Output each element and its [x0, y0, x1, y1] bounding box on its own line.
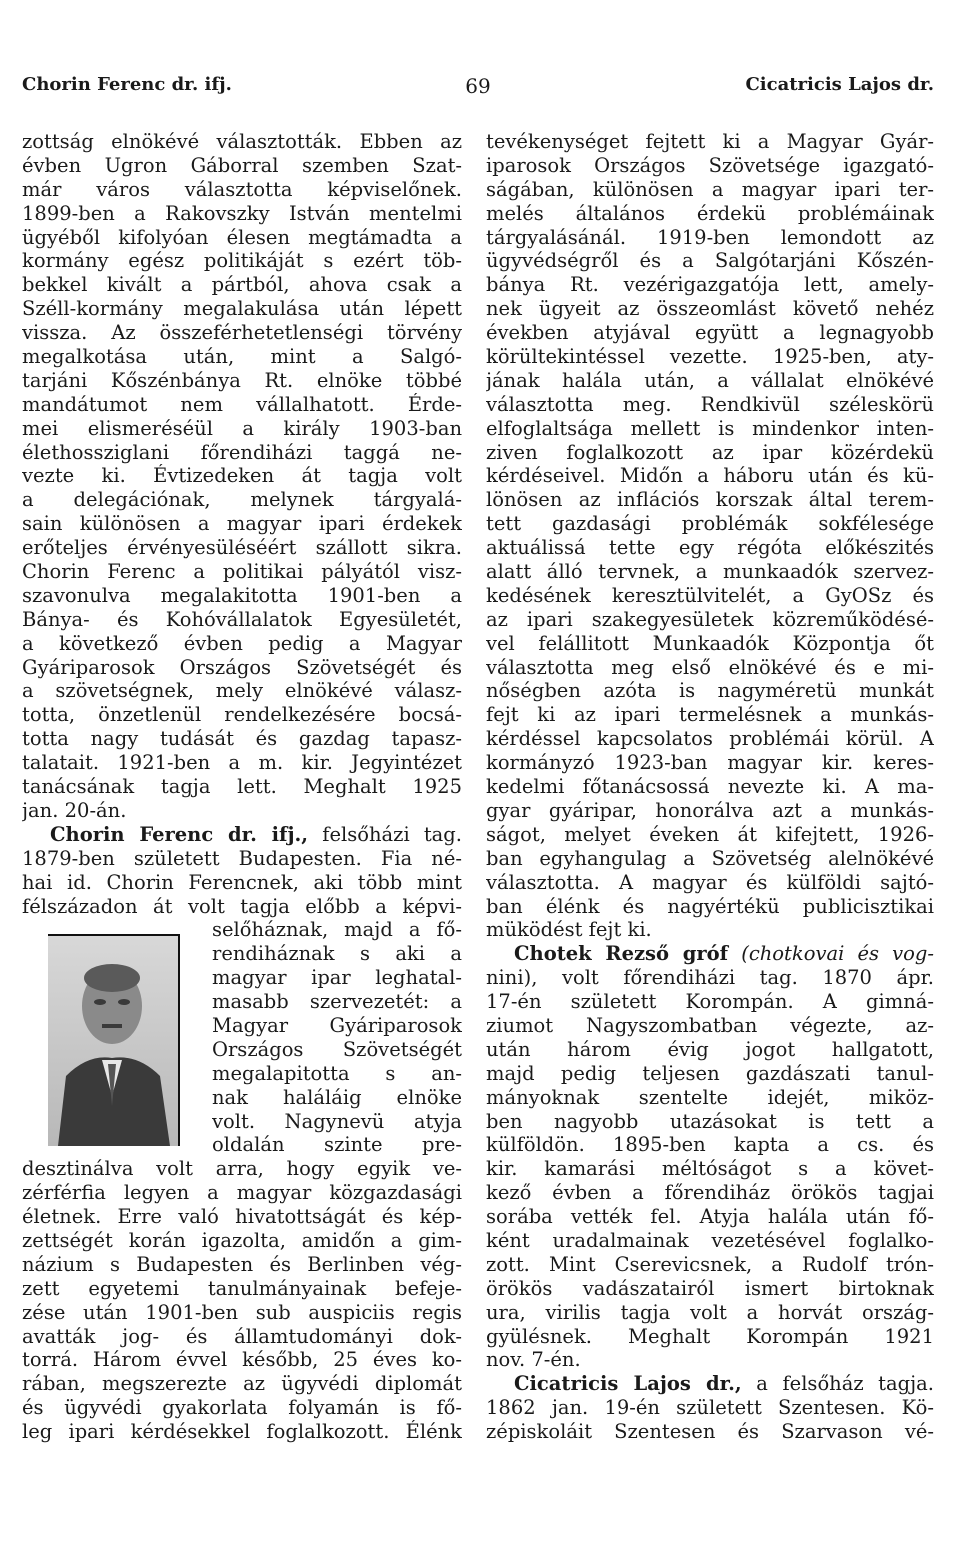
page-header [22, 74, 934, 104]
text-line: gyar gyáripar, honorálva azt a munkás- [486, 798, 934, 822]
text-line: zottság elnökévé választották. Ebben az [22, 130, 462, 153]
text-line: nini), volt főrendiházi tag. 1870 ápr. [486, 966, 934, 990]
text-line: és ügyvédi gyakorlata folyamán is fő- [22, 1396, 462, 1420]
text-line: évben Ugron Gáborral szemben Szat- [22, 153, 462, 177]
text-line: nak haláláig elnöke [212, 1085, 462, 1109]
text-line: Széll-kormány megalakulása után lépett [22, 297, 462, 321]
text-line: a szövetségnek, mely elnökévé válasz- [22, 679, 462, 703]
text-line: kérdéseivel. Midőn a háboru után és kü- [486, 464, 934, 488]
text-line: megalapitotta s an- [212, 1061, 462, 1085]
text-line: zépiskoláit Szentesen és Szarvason vé- [486, 1420, 934, 1444]
text-line: külföldön. 1895-ben kapta a cs. és [486, 1133, 934, 1157]
text-line: vezte ki. Évtizedeken át tagja volt [22, 464, 462, 488]
text-line: választotta meg. Rendkivül széleskörü [486, 392, 934, 416]
text-line: iparosok Országos Szövetsége igazgató- [486, 153, 934, 177]
text-line: után három évig jogot hallgatott, [486, 1037, 934, 1061]
text-line: mei elismeréséül a király 1903-ban [22, 416, 462, 440]
text-line: elfoglaltsága mellett is mindenkor inten- [486, 416, 934, 440]
text-line: sain különösen a magyar ipari érdekek [22, 512, 462, 536]
entry-name: Chotek Rezső gróf [514, 942, 729, 966]
text-line: ziven foglalkozott az ipar közérdekü [486, 440, 934, 464]
text-line: kir. kamarási méltóságot s a követ- [486, 1157, 934, 1181]
text-line: Magyar Gyáriparosok [212, 1013, 462, 1037]
text-line: desztinálva volt arra, hogy egyik ve- [22, 1157, 462, 1181]
text-line: örökös vadászatairól ismert birtoknak [486, 1276, 934, 1300]
text-line: volt. Nagynevü atyja [212, 1109, 462, 1133]
text-line: 1899-ben a Rakovszky István mentelmi [22, 201, 462, 225]
text-line: választotta. A magyar és külföldi sajtó- [486, 870, 934, 894]
text-line: választotta meg első elnökévé és e mi- [486, 655, 934, 679]
text-line: szavonulva megalakitotta 1901-ben a [22, 583, 462, 607]
text-line: avatták jog- és államtudományi dok- [22, 1324, 462, 1348]
text-line: Chorin Ferenc a politikai pályától visz- [22, 560, 462, 584]
text-line: gyülésnek. Meghalt Korompán 1921 [486, 1324, 934, 1348]
text-line: zett egyetemi tanulmányainak befeje- [22, 1276, 462, 1300]
text-line: életnek. Erre való hivatottságát és kép- [22, 1205, 462, 1229]
text-line: tarjáni Kőszénbánya Rt. elnöke többé [22, 368, 462, 392]
entry-heading-chorin [22, 823, 462, 847]
text-line: leg ipari kérdésekkel foglalkozott. Élénk [22, 1420, 462, 1444]
text-line: Országos Szövetségét [212, 1037, 462, 1061]
portrait-photo-icon [48, 936, 178, 1146]
text-line: kező évben a főrendiház örökös tagjai [486, 1181, 934, 1205]
text-line: majd pedig teljesen gazdászati tanul- [486, 1061, 934, 1085]
text-line: ügyéből kifolyóan élesen megtámadta a [22, 225, 462, 249]
entry-name: Chorin Ferenc dr. ifj., [50, 822, 309, 846]
text-line: kormány egész politikáját s ezért töb- [22, 249, 462, 273]
entry-heading-chotek [486, 942, 934, 966]
text-line: totta, önzetlenül rendelkezésére bocsá- [22, 703, 462, 727]
portrait-photo [48, 934, 180, 1146]
entry-heading-rest: felsőházi tag. [308, 822, 462, 846]
text-line: tevékenységet fejtett ki a Magyar Gyár- [486, 130, 934, 153]
text-line: a delegációnak, melynek tárgyalá- [22, 488, 462, 512]
text-line: az ipari szakegyesületek közreműködésé- [486, 607, 934, 631]
text-line: totta nagy tudását és gazdag tapasz- [22, 727, 462, 751]
entry-heading-rest: a felsőház tagja. [741, 1372, 934, 1396]
text-line: körültekintéssel vezette. 1925-ben, aty- [486, 345, 934, 369]
text-line: müködést fejt ki. [486, 918, 652, 942]
text-line: tárgyalásánál. 1919-ben lemondott az [486, 225, 934, 249]
text-line: zott. Mint Cserevicsnek, a Rudolf trón- [486, 1252, 934, 1276]
text-line: ságot, melyet éveken át kifejtett, 1926- [486, 822, 934, 846]
text-line: ziumot Nagyszombatban végezte, az- [486, 1013, 934, 1037]
text-line: bánya Rt. vezérigazgatója lett, amely- [486, 273, 934, 297]
text-line: vel felállitott Munkaadók Központja őt [486, 631, 934, 655]
text-line: 1879-ben született Budapesten. Fia né- [22, 846, 462, 870]
text-line: melés általános érdekü problémáinak [486, 201, 934, 225]
text-line: tanácsának tagja lett. Meghalt 1925 [22, 775, 462, 799]
text-line: ságában, különösen a magyar ipari ter- [486, 177, 934, 201]
text-line: talatait. 1921-ben a m. kir. Jegyintézet [22, 751, 462, 775]
text-line: kormányzó 1923-ban magyar kir. keres- [486, 751, 934, 775]
text-line: aktuálissá tette egy régóta előkészités [486, 536, 934, 560]
text-line: zettségét korán igazolta, amidőn a gim- [22, 1228, 462, 1252]
text-line: 1862 jan. 19-én született Szentesen. Kö- [486, 1396, 934, 1420]
entry-heading-cicatricis [486, 1372, 934, 1396]
text-line: rendiháznak s aki a [212, 942, 462, 966]
text-line: zése után 1901-ben sub auspiciis regis [22, 1300, 462, 1324]
text-line: Gyáriparosok Országos Szövetségét és [22, 655, 462, 679]
text-line: bekkel kivált a pártból, ahova csak a [22, 273, 462, 297]
text-line: magyar ipar leghatal- [212, 966, 462, 990]
text-line: években atyjával együtt a legnagyobb [486, 321, 934, 345]
text-line: kérdéssel kapcsolatos problémái körül. A [486, 727, 934, 751]
text-line: ként uradalmainak vezetésével foglalko- [486, 1228, 934, 1252]
text-line: jának halála után, a vállalat elnökévé [486, 368, 934, 392]
text-line: tett gazdasági problémák sokfélesége [486, 512, 934, 536]
text-line: Bánya- és Kohóvállalatok Egyesületét, [22, 607, 462, 631]
text-line: názium s Budapesten és Berlinben vég- [22, 1252, 462, 1276]
text-line: félszázadon át volt tagja előbb a képvi- [22, 894, 462, 918]
right-column [486, 130, 934, 1444]
text-line: nek ügyeit az összeomlást követő nehéz [486, 297, 934, 321]
text-line: 17-én született Korompán. A gimná- [486, 990, 934, 1014]
running-head-left: Chorin Ferenc dr. ifj. [22, 74, 232, 95]
text-line: már város választotta képviselőnek. [22, 177, 462, 201]
text-line: torrá. Három évvel később, 25 éves ko- [22, 1348, 462, 1372]
text-line: ügyvédségről és a Salgótarjáni Kőszén- [486, 249, 934, 273]
text-line: a következő évben pedig a Magyar [22, 631, 462, 655]
text-line: selőháznak, majd a fő- [212, 918, 462, 942]
text-line: mányoknak szentelte idejét, miköz- [486, 1085, 934, 1109]
text-line: kedelmi főtanácsossá nevezte ki. A ma- [486, 775, 934, 799]
text-line: masabb szervezetét: a [212, 990, 462, 1014]
text-line: fejt ki az ipari termelésnek a munkás- [486, 703, 934, 727]
text-line: ban élénk és nagyértékü publicisztikai [486, 894, 934, 918]
entry-heading-italic: (chotkovai és vog- [728, 942, 934, 966]
text-line: erőteljes érvényesüléséért szállott sikra. [22, 536, 462, 560]
text-line: oldalán szinte pre- [212, 1133, 462, 1157]
text-line: rában, megszerezte az ügyvédi diplomát [22, 1372, 462, 1396]
text-line: ura, virilis tagja volt a horvát ország- [486, 1300, 934, 1324]
running-head-right: Cicatricis Lajos dr. [745, 74, 934, 95]
entry-name: Cicatricis Lajos dr., [514, 1372, 742, 1396]
text-line: hai id. Chorin Ferencnek, aki több mint [22, 870, 462, 894]
text-line: kedésének keresztülvitelét, a GyOSz és [486, 583, 934, 607]
text-line: ban egyhangulag a Szövetség alelnökévé [486, 846, 934, 870]
text-line: élethossziglani főrendiházi taggá ne- [22, 440, 462, 464]
text-line: nov. 7-én. [486, 1348, 581, 1372]
text-line: lönösen az inflációs korszak által terem- [486, 488, 934, 512]
text-line: nőségben azóta is nagyméretü munkát [486, 679, 934, 703]
text-line: alatt álló tervnek, a munkaadók szervez- [486, 560, 934, 584]
text-line: vissza. Az összeférhetetlenségi törvény [22, 321, 462, 345]
page-number: 69 [465, 74, 491, 98]
text-line: mandátumot nem vállalhatott. Érde- [22, 392, 462, 416]
left-column [22, 130, 462, 1444]
text-line: jan. 20-án. [22, 798, 127, 822]
text-line: zérférfia legyen a magyar közgazdasági [22, 1181, 462, 1205]
text-line: sorába vették fel. Atyja halála után fő- [486, 1205, 934, 1229]
text-line: megalkotása után, mint a Salgó- [22, 345, 462, 369]
text-line: ben nagyobb utazásokat is tett a [486, 1109, 934, 1133]
